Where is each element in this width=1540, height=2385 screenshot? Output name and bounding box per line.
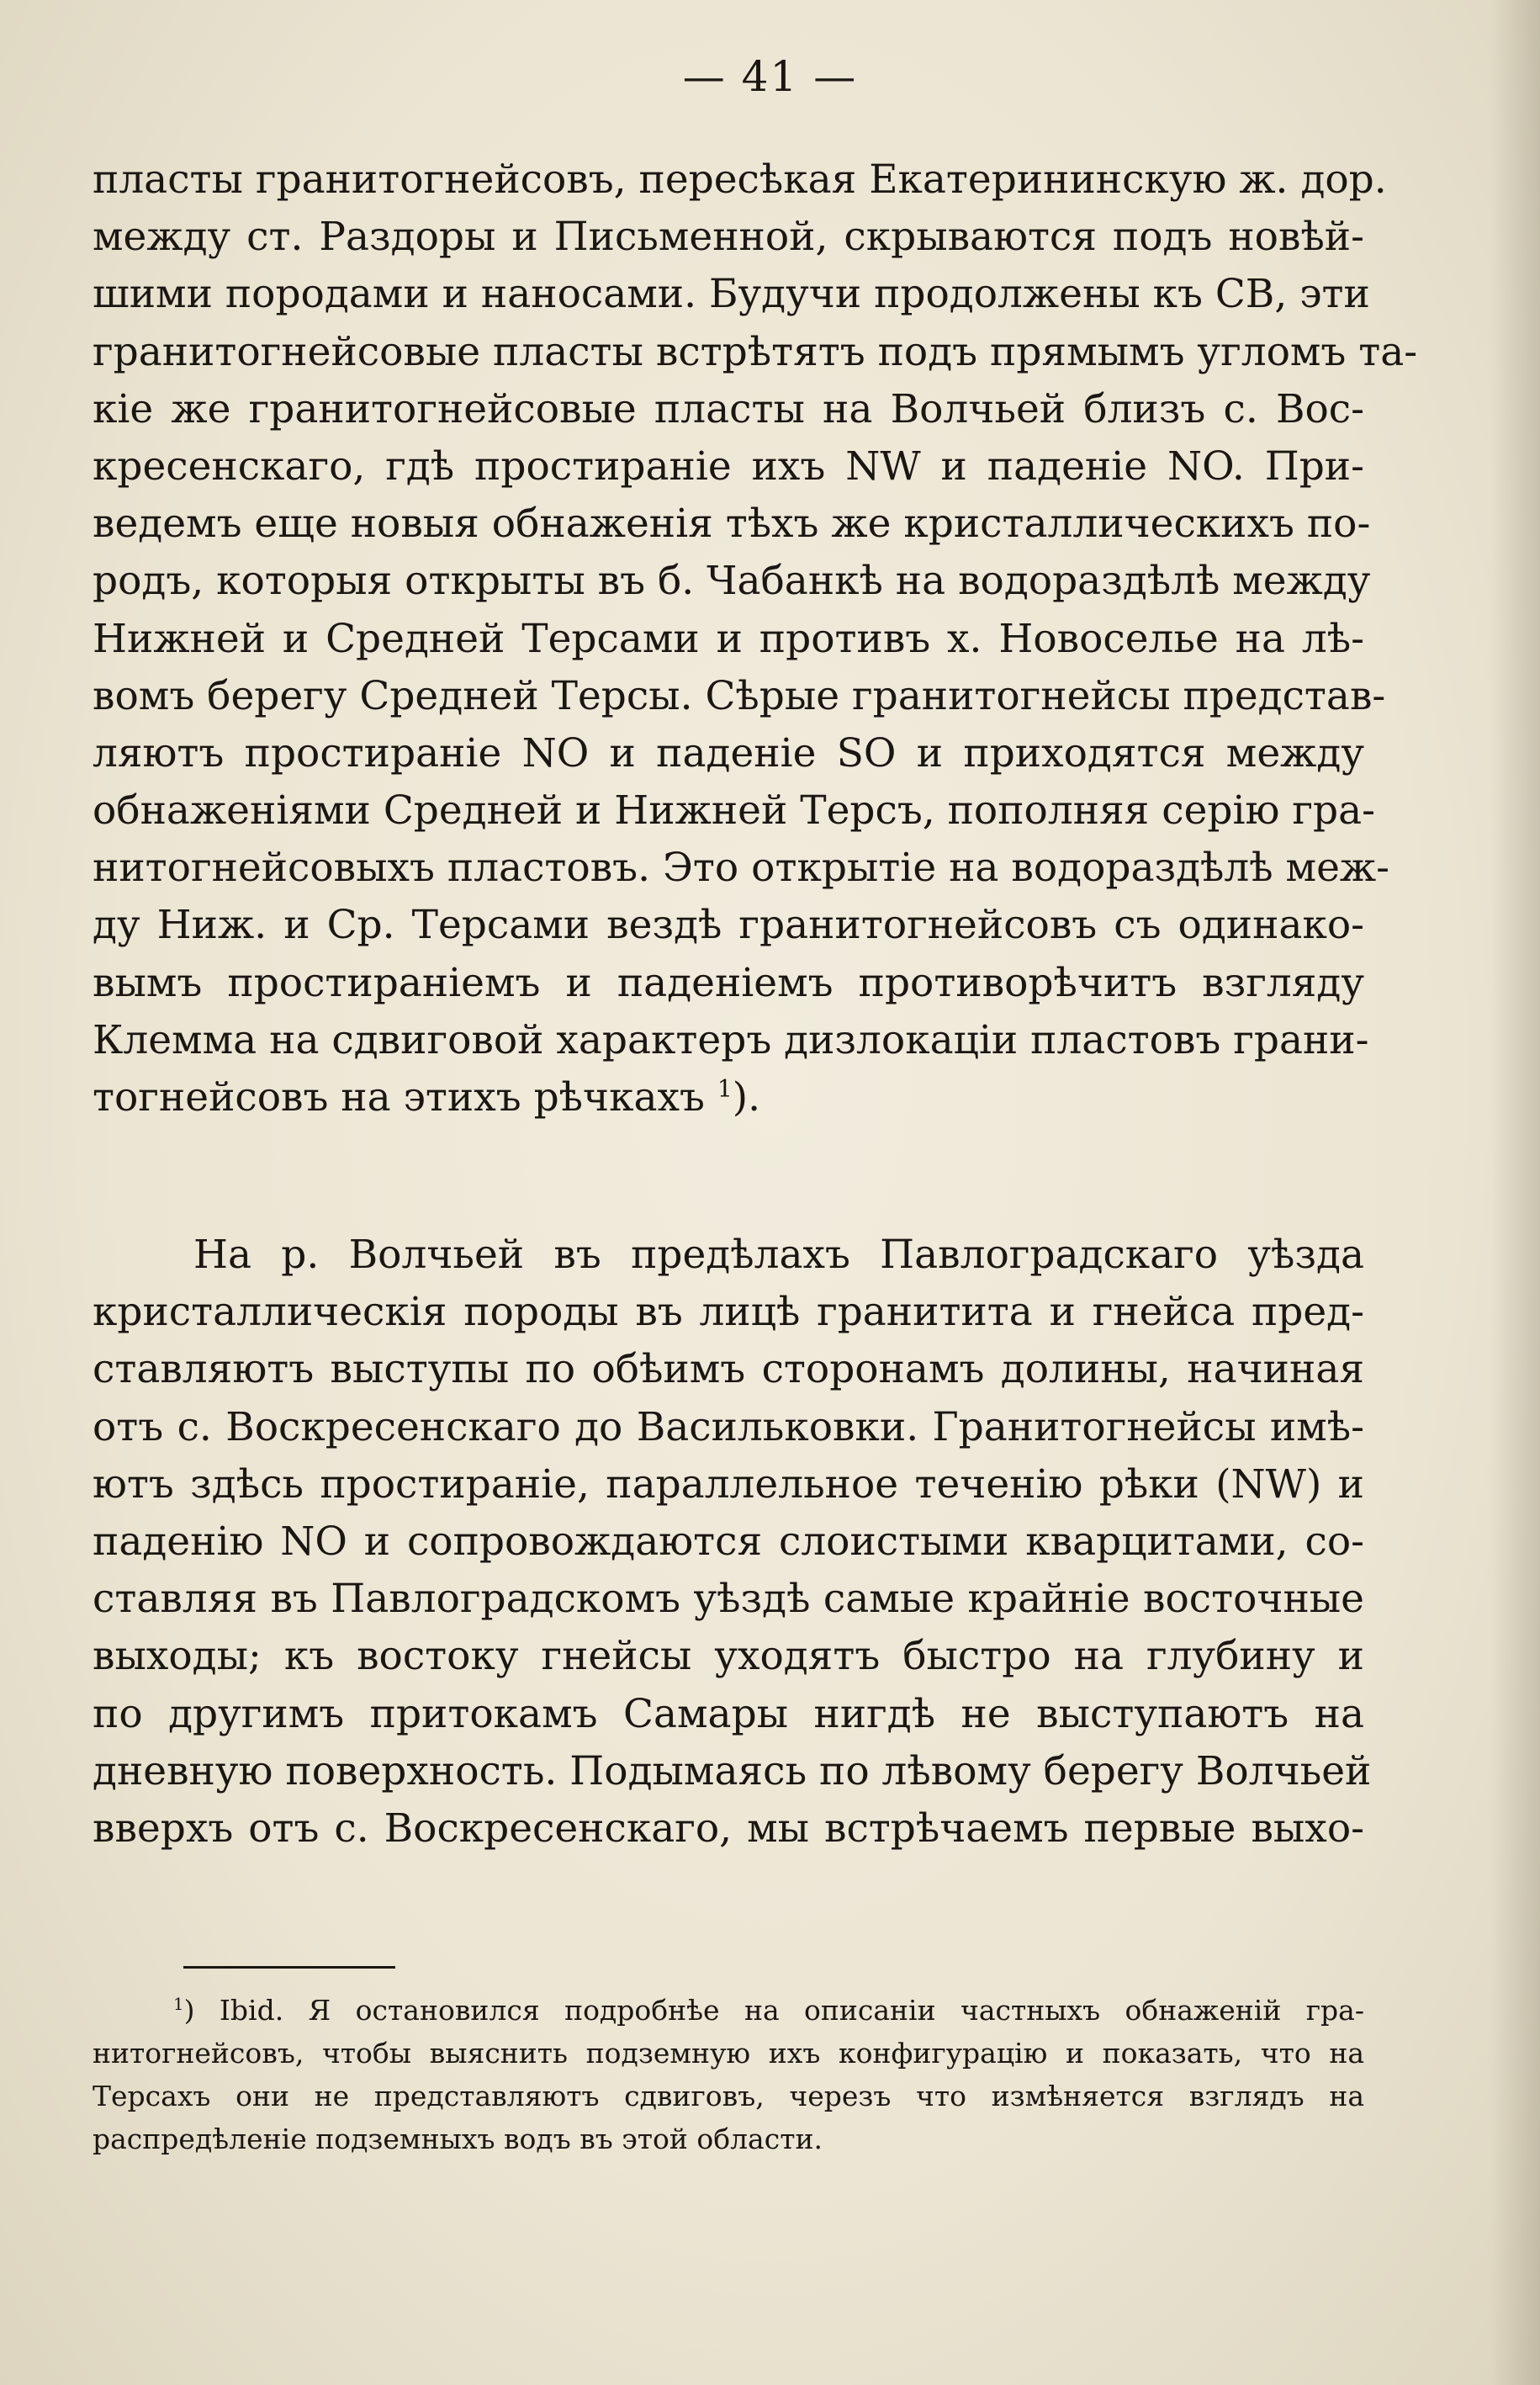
text-line: кресенскаго, гдѣ простираніе ихъ NW и паденіе NO. При- (93, 443, 1364, 490)
footnote-mark: 1 (173, 1995, 184, 2014)
text-line: ду Ниж. и Ср. Терсами вездѣ гранитогнейсовъ съ одинако- (93, 902, 1364, 949)
text-line: нитогнейсовыхъ пластовъ. Это открытіе на водораздѣлѣ меж- (93, 845, 1390, 892)
text-line: кіе же гранитогнейсовые пласты на Волчьей близъ с. Вос- (93, 385, 1364, 432)
page-edge-shadow (1490, 0, 1540, 2385)
text-line-last (93, 1069, 1364, 1126)
paragraph-2 (93, 1227, 1372, 1858)
paragraph-1 (93, 151, 1418, 1126)
text-line: Нижней и Средней Терсами и противъ х. Новоселье на лѣ- (93, 615, 1364, 662)
footnote-reference: 1 (717, 1074, 733, 1103)
footnote-line-last: распредѣленіе подземныхъ водъ въ этой области. (93, 2123, 823, 2155)
text-line: пласты гранитогнейсовъ, пересѣкая Екатерининскую ж. дор. (93, 156, 1387, 203)
text-line: вымъ простираніемъ и паденіемъ противорѣчитъ взгляду (93, 959, 1364, 1006)
text-line: ютъ здѣсь простираніе, параллельное теченію рѣки (NW) и (93, 1460, 1364, 1508)
footnote (93, 1989, 1364, 2160)
text-line: между ст. Раздоры и Письменной, скрываются подъ новѣй- (93, 214, 1364, 261)
text-line: Клемма на сдвиговой характеръ дизлокаціи пластовъ грани- (93, 1016, 1369, 1063)
text-line: вверхъ отъ с. Воскресенскаго, мы встрѣчаемъ первые выхо- (93, 1805, 1364, 1852)
text-line: отъ с. Воскресенскаго до Васильковки. Гранитогнейсы имѣ- (93, 1403, 1364, 1450)
text-line: ставляя въ Павлоградскомъ уѣздѣ самые крайніе восточные (93, 1576, 1364, 1623)
footnote-line: Терсахъ они не представляютъ сдвиговъ, черезъ что измѣняется взглядъ на (93, 2080, 1364, 2112)
text-line: дневную поверхность. Подымаясь по лѣвому берегу Волчьей (93, 1747, 1372, 1794)
text-line-content: тогнейсовъ на этихъ рѣчкахъ (93, 1074, 705, 1121)
text-line: ляютъ простираніе NO и паденіе SO и приходятся между (93, 729, 1364, 776)
text-line: обнаженіями Средней и Нижней Терсъ, пополняя серію гра- (93, 787, 1375, 835)
text-line-end: ). (732, 1074, 761, 1121)
footnote-separator (183, 1966, 395, 1969)
text-line: гранитогнейсовые пласты встрѣтятъ подъ прямымъ угломъ та- (93, 328, 1418, 375)
text-line: по другимъ притокамъ Самары нигдѣ не выступаютъ на (93, 1690, 1364, 1737)
footnote-line-content: ) Ibid. Я остановился подробнѣе на описаніи частныхъ обнаженій гра- (183, 1994, 1364, 2027)
text-line: шими породами и наносами. Будучи продолжены къ СВ, эти (93, 271, 1370, 318)
footnote-line: нитогнейсовъ, чтобы выяснить подземную ихъ конфигурацію и показать, что на (93, 2037, 1364, 2070)
text-line: выходы; къ востоку гнейсы уходятъ быстро на глубину и (93, 1633, 1364, 1680)
footnote-line (93, 1989, 1364, 2032)
text-line-indented: На р. Волчьей въ предѣлахъ Павлоградскаго уѣзда (193, 1232, 1364, 1278)
page-number: — 41 — (682, 52, 858, 101)
text-line: родъ, которыя открыты въ б. Чабанкѣ на водораздѣлѣ между (93, 558, 1371, 605)
text-line: ведемъ еще новыя обнаженія тѣхъ же кристаллическихъ по- (93, 501, 1371, 548)
text-line: ставляютъ выступы по обѣимъ сторонамъ долины, начиная (93, 1346, 1364, 1393)
text-line: кристаллическія породы въ лицѣ гранитита и гнейса пред- (93, 1289, 1364, 1336)
text-line: паденію NO и сопровождаются слоистыми кварцитами, со- (93, 1518, 1364, 1565)
text-line: вомъ берегу Средней Терсы. Сѣрые гранитогнейсы представ- (93, 672, 1386, 719)
